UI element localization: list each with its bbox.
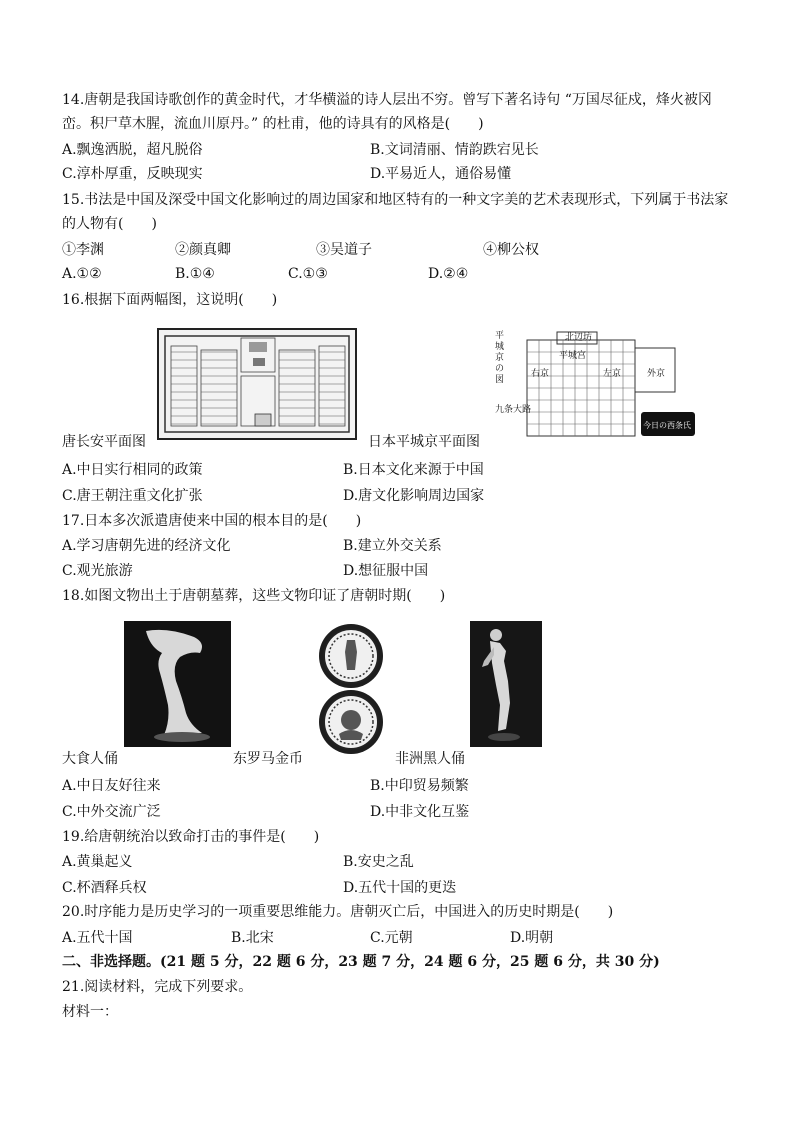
q16-option-a: A.中日实行相同的政策: [62, 462, 203, 478]
q17-option-b: B.建立外交关系: [343, 538, 442, 554]
q15-item-1: ①李渊: [62, 242, 104, 258]
q14-stem-line2: 峦。积尸草木腥，流血川原丹。” 的杜甫，他的诗具有的风格是( ): [62, 116, 484, 132]
african-figurine-photo: [470, 621, 542, 747]
q15-stem-line2: 的人物有( ): [62, 216, 157, 232]
q19-option-a: A.黄巢起义: [62, 854, 133, 870]
q16-stem: 16.根据下面两幅图，这说明( ): [62, 292, 278, 308]
q15-item-3: ③吴道子: [316, 242, 372, 258]
q19-option-d: D.五代十国的更迭: [343, 880, 457, 896]
q18-caption-2: 东罗马金币: [233, 751, 303, 767]
q17-stem: 17.日本多次派遣唐使来中国的根本目的是( ): [62, 513, 362, 529]
changan-plan-figure: [157, 328, 357, 440]
heijo-badge-label: 今日の西条氏: [643, 421, 691, 430]
q17-option-d: D.想征服中国: [343, 563, 429, 579]
heijo-right-label: 右京: [531, 369, 550, 379]
material-one-label: 材料一：: [62, 1004, 118, 1020]
q18-option-b: B.中印贸易频繁: [370, 778, 469, 794]
q14-option-a: A.飘逸洒脱，超凡脱俗: [62, 142, 203, 158]
q16-option-c: C.唐王朝注重文化扩张: [62, 488, 203, 504]
q17-option-c: C.观光旅游: [62, 563, 133, 579]
heijo-north-label: 北辺坊: [565, 333, 593, 343]
q18-option-a: A.中日友好往来: [62, 778, 161, 794]
q20-option-c: C.元朝: [370, 930, 413, 946]
q16-fig2-caption: 日本平城京平面图: [368, 434, 480, 450]
arab-figurine-photo: [124, 621, 231, 747]
q18-caption-3: 非洲黑人俑: [395, 751, 465, 767]
q15-option-d: D.②④: [428, 266, 469, 282]
q15-item-2: ②颜真卿: [175, 242, 231, 258]
q19-option-b: B.安史之乱: [343, 854, 414, 870]
q15-option-c: C.①③: [288, 266, 328, 282]
heijo-title-label: 平城京の図: [495, 331, 505, 385]
q20-stem: 20.时序能力是历史学习的一项重要思维能力。唐朝灭亡后，中国进入的历史时期是( ): [62, 904, 614, 920]
q18-option-d: D.中非文化互鉴: [370, 804, 470, 820]
q15-option-a: A.①②: [62, 266, 102, 282]
q14-option-b: B.文词清丽、情韵跌宕见长: [370, 142, 539, 158]
heijo-palace-label: 平城宫: [559, 351, 587, 361]
heijo-outer-label: 外京: [647, 369, 666, 379]
q17-option-a: A.学习唐朝先进的经济文化: [62, 538, 231, 554]
q18-stem: 18.如图文物出土于唐朝墓葬，这些文物印证了唐朝时期( ): [62, 588, 446, 604]
q15-item-4: ④柳公权: [483, 242, 539, 258]
q18-caption-1: 大食人俑: [62, 751, 118, 767]
byzantine-gold-coins: [311, 622, 395, 758]
q15-stem-line1: 15.书法是中国及深受中国文化影响过的周边国家和地区特有的一种文字美的艺术表现形式，下列属于书法家: [62, 192, 729, 208]
section2-heading: 二、非选择题。(21 题 5 分，22 题 6 分，23 题 7 分，24 题 6 分，25 题 6 分，共 30 分): [62, 954, 660, 970]
q14-option-c: C.淳朴厚重，反映现实: [62, 166, 203, 182]
q19-option-c: C.杯酒释兵权: [62, 880, 147, 896]
heijo-road-label: 九条大路: [495, 405, 532, 415]
q16-fig1-caption: 唐长安平面图: [62, 434, 146, 450]
q20-option-b: B.北宋: [231, 930, 274, 946]
q20-option-a: A.五代十国: [62, 930, 133, 946]
q19-stem: 19.给唐朝统治以致命打击的事件是( ): [62, 829, 320, 845]
heijokyo-plan-figure: [491, 326, 697, 440]
q16-option-d: D.唐文化影响周边国家: [343, 488, 485, 504]
q18-option-c: C.中外交流广泛: [62, 804, 161, 820]
q16-option-b: B.日本文化来源于中国: [343, 462, 484, 478]
q14-option-d: D.平易近人，通俗易懂: [370, 166, 512, 182]
q15-option-b: B.①④: [175, 266, 215, 282]
q14-stem-line1: 14.唐朝是我国诗歌创作的黄金时代，才华横溢的诗人层出不穷。曾写下著名诗句 “万国尽征戍，烽火被冈: [62, 92, 712, 108]
q21-stem: 21.阅读材料，完成下列要求。: [62, 979, 253, 995]
q20-option-d: D.明朝: [510, 930, 554, 946]
heijo-left-label: 左京: [603, 369, 622, 379]
